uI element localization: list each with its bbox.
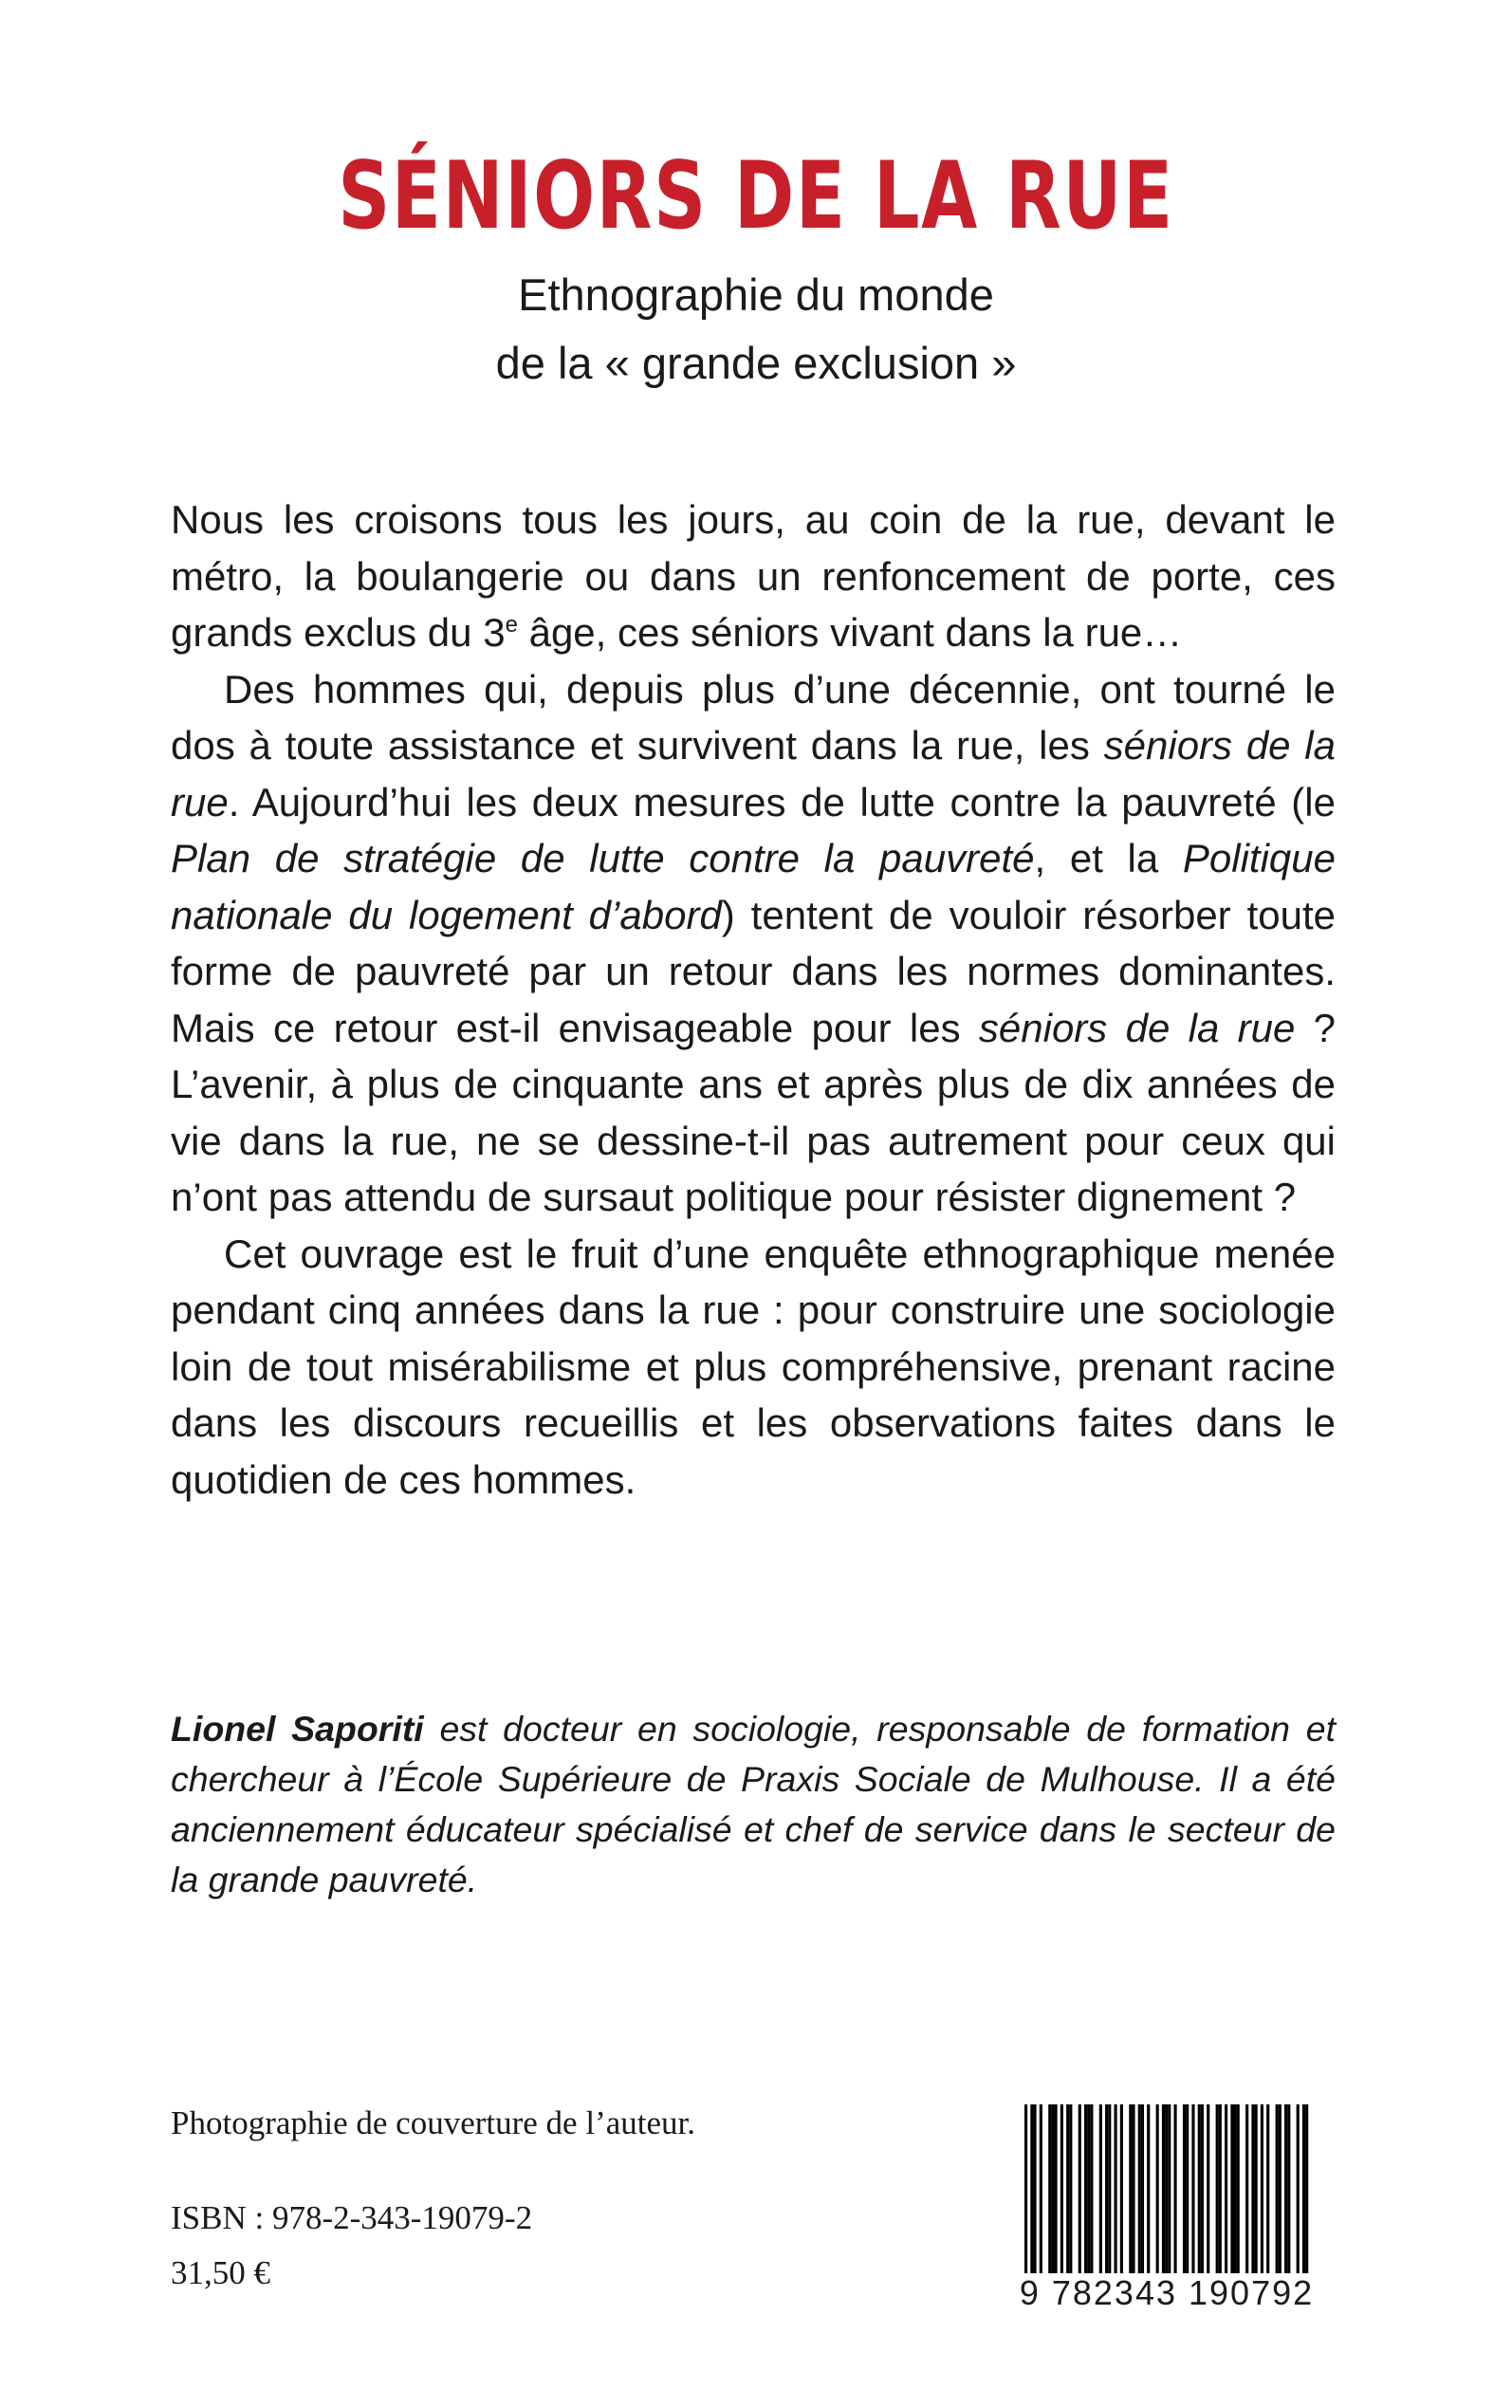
summary-paragraph-1: Nous les croisons tous les jours, au coin de la rue, devant le métro, la boulangerie ou dans un renfoncement de porte, ces grands exclus du 3e âge, ces séniors vivant dans la rue… bbox=[171, 497, 1336, 655]
barcode-bar bbox=[1129, 2104, 1132, 2285]
barcode-bar bbox=[1108, 2104, 1111, 2285]
barcode-bar bbox=[1132, 2104, 1134, 2285]
price: 31,50 € bbox=[171, 2254, 270, 2291]
summary-paragraph-2: Des hommes qui, depuis plus d’une décennie, ont tourné le dos à toute assistance et survivent dans la rue, les séniors de la rue. Aujourd’hui les deux mesures de lutte contre la pauvreté (le Plan de stratégie de lutte contre la pauvreté, et la Politique nationale du logement d’abord) tentent de vouloir résorber toute forme de pauvreté par un retour dans les normes dominantes. Mais ce retour est-il envisageable pour les séniors de la rue ? L’avenir, à plus de cinquante ans et après plus de dix années de vie dans la rue, ne se dessine-t-il pas autrement pour ceux qui n’ont pas attendu de sursaut politique pour résister dignement ? bbox=[171, 666, 1336, 1219]
summary-paragraph-3: Cet ouvrage est le fruit d’une enquête ethnographique menée pendant cinq années dans la rue : pour construire une sociologie loin de tout misérabilisme et plus compréhensive, prenant racine dans les discours recueillis et les observations faites dans le quotidien de ces hommes. bbox=[171, 1231, 1336, 1502]
barcode-bar bbox=[1198, 2104, 1201, 2285]
isbn: ISBN : 978-2-343-19079-2 bbox=[171, 2199, 533, 2236]
barcode-bar bbox=[1297, 2104, 1300, 2285]
barcode-bar bbox=[1069, 2104, 1072, 2285]
barcode-bar bbox=[1191, 2104, 1194, 2285]
barcode-bar bbox=[1030, 2104, 1033, 2285]
barcode-bar bbox=[1084, 2104, 1087, 2285]
book-title: SÉNIORS DE LA RUE bbox=[338, 142, 1174, 250]
barcode-bar bbox=[1066, 2104, 1069, 2285]
barcode-bar bbox=[1141, 2104, 1144, 2285]
barcode-bar bbox=[1055, 2104, 1058, 2285]
barcode-bar bbox=[1216, 2104, 1219, 2285]
barcode-bar bbox=[1162, 2104, 1165, 2285]
barcode-bar bbox=[1302, 2104, 1305, 2285]
barcode-bar bbox=[1024, 2104, 1027, 2285]
barcode-bar bbox=[1266, 2104, 1269, 2285]
barcode-bar bbox=[1060, 2104, 1063, 2285]
subtitle-line-1: Ethnographie du monde bbox=[518, 269, 994, 320]
barcode-bar bbox=[1147, 2104, 1150, 2285]
book-subtitle bbox=[0, 261, 1512, 398]
barcode-bar bbox=[1186, 2104, 1189, 2285]
barcode-bar bbox=[1287, 2104, 1290, 2285]
barcode-bar bbox=[1040, 2104, 1042, 2285]
barcode-bar bbox=[1245, 2104, 1248, 2285]
barcode-bar bbox=[1156, 2104, 1159, 2285]
barcode-bar bbox=[1079, 2104, 1081, 2285]
barcode-bar bbox=[1105, 2104, 1108, 2285]
photo-credit: Photographie de couverture de l’auteur. bbox=[171, 2104, 695, 2141]
barcode-bar bbox=[1168, 2104, 1171, 2285]
barcode-bar bbox=[1230, 2104, 1233, 2285]
barcode-bar bbox=[1305, 2104, 1308, 2285]
subtitle-line-2: de la « grande exclusion » bbox=[495, 338, 1017, 388]
barcode-bar bbox=[1090, 2104, 1093, 2285]
barcode-bar bbox=[1183, 2104, 1186, 2285]
barcode-bar bbox=[1237, 2104, 1240, 2285]
barcode-bar bbox=[1219, 2104, 1222, 2285]
barcode-bar bbox=[1087, 2104, 1090, 2285]
barcode bbox=[998, 2104, 1336, 2321]
barcode-bar bbox=[1276, 2104, 1279, 2285]
barcode-bar bbox=[1284, 2104, 1287, 2285]
barcode-digits: 9 782343 190792 bbox=[998, 2273, 1336, 2313]
barcode-bar bbox=[1138, 2104, 1141, 2285]
barcode-bar bbox=[1099, 2104, 1102, 2285]
barcode-bar bbox=[1165, 2104, 1168, 2285]
barcode-bar bbox=[1207, 2104, 1209, 2285]
barcode-bar bbox=[1225, 2104, 1227, 2285]
barcode-bar bbox=[1033, 2104, 1036, 2285]
barcode-bar bbox=[1201, 2104, 1204, 2285]
barcode-bar bbox=[1234, 2104, 1237, 2285]
barcode-bar bbox=[1255, 2104, 1258, 2285]
barcode-bar bbox=[1174, 2104, 1177, 2285]
summary-text bbox=[171, 491, 1336, 1508]
barcode-bar bbox=[1261, 2104, 1263, 2285]
barcode-bar bbox=[1120, 2104, 1123, 2285]
barcode-bar bbox=[1115, 2104, 1117, 2285]
barcode-bar bbox=[1048, 2104, 1051, 2285]
barcode-bar bbox=[1279, 2104, 1282, 2285]
barcode-bar bbox=[1251, 2104, 1254, 2285]
author-bio: Lionel Saporiti est docteur en sociologie, responsable de formation et chercheur à l’École Supérieure de Praxis Sociale de Mulhouse. Il a été anciennement éducateur spécialisé et chef de service dans le secteur de la grande pauvreté. bbox=[171, 1709, 1337, 1899]
author-name: Lionel Saporiti bbox=[171, 1709, 424, 1749]
barcode-bar bbox=[1051, 2104, 1054, 2285]
